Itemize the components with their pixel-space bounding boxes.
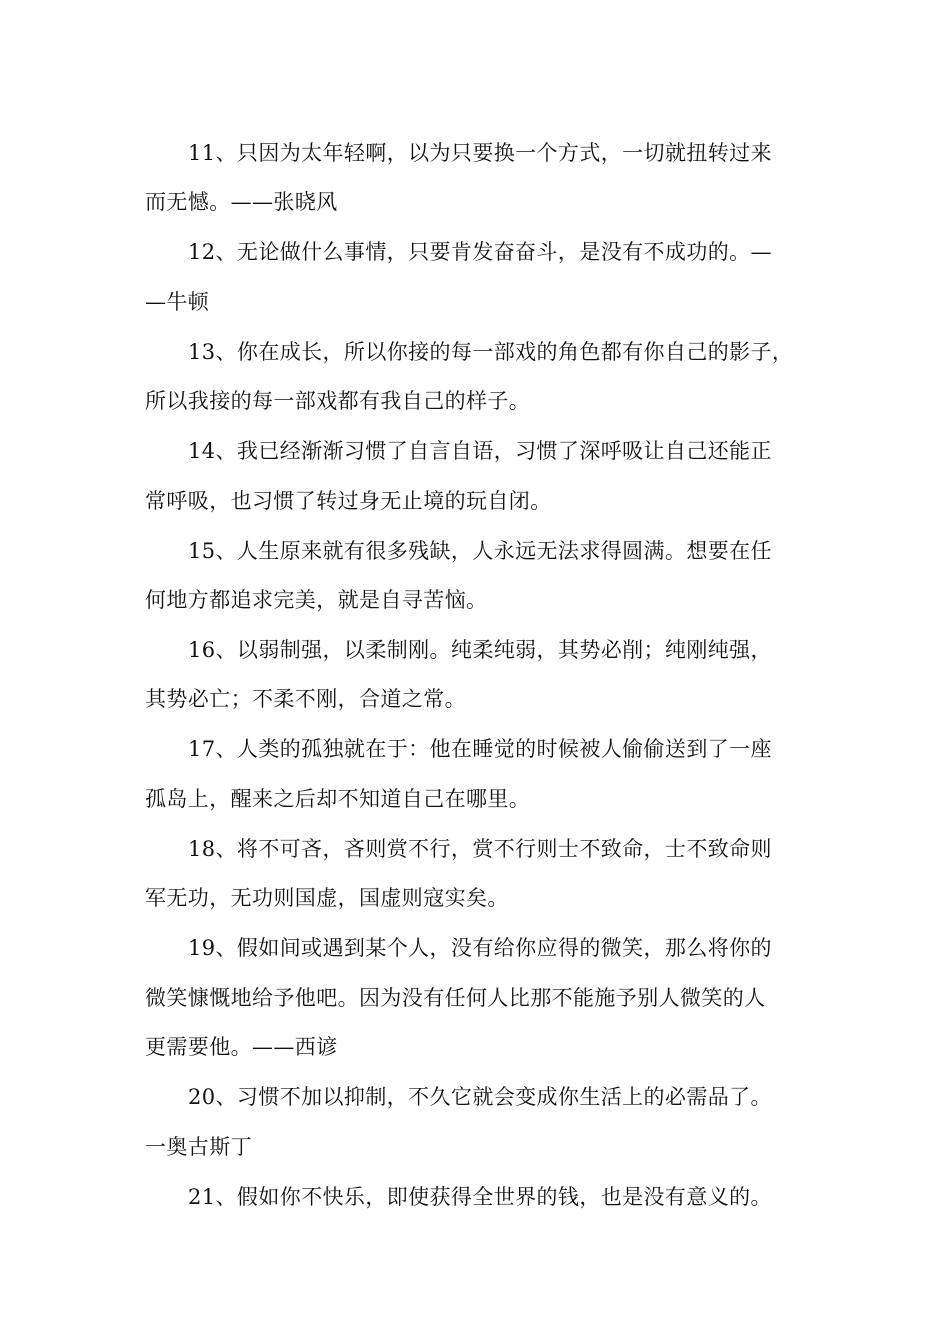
- paragraph-20-line-2: 一奥古斯丁: [145, 1135, 252, 1159]
- paragraph-13-line-2: 所以我接的每一部戏都有我自己的样子。: [145, 389, 531, 413]
- paragraph-15-line-2: 何地方都追求完美，就是自寻苦恼。: [145, 588, 488, 612]
- paragraph-19-line-2: 微笑慷慨地给予他吧。因为没有任何人比那不能施予别人微笑的人: [145, 986, 766, 1010]
- paragraph-20-line-1: 20、习惯不加以抑制，不久它就会变成你生活上的必需品了。: [188, 1085, 772, 1109]
- paragraph-14-line-1: 14、我已经渐渐习惯了自言自语，习惯了深呼吸让自己还能正: [188, 439, 772, 463]
- paragraph-19-line-1: 19、假如间或遇到某个人，没有给你应得的微笑，那么将你的: [188, 936, 772, 960]
- paragraph-18-line-2: 军无功，无功则国虚，国虚则寇实矣。: [145, 886, 509, 910]
- paragraph-15-line-1: 15、人生原来就有很多残缺，人永远无法求得圆满。想要在任: [188, 539, 772, 563]
- paragraph-11-line-2: 而无憾。——张晓风: [145, 190, 338, 214]
- paragraph-16-line-2: 其势必亡；不柔不刚，合道之常。: [145, 687, 466, 711]
- paragraph-14-line-2: 常呼吸，也习惯了转过身无止境的玩自闭。: [145, 489, 552, 513]
- paragraph-18-line-1: 18、将不可吝，吝则赏不行，赏不行则士不致命，士不致命则: [188, 837, 772, 861]
- paragraph-17-line-1: 17、人类的孤独就在于：他在睡觉的时候被人偷偷送到了一座: [188, 737, 772, 761]
- paragraph-12-line-1: 12、无论做什么事情，只要肯发奋奋斗，是没有不成功的。—: [188, 240, 772, 264]
- paragraph-16-line-1: 16、以弱制强，以柔制刚。纯柔纯弱，其势必削；纯刚纯强，: [188, 638, 772, 662]
- paragraph-13-line-1: 13、你在成长，所以你接的每一部戏的角色都有你自己的影子，: [188, 340, 794, 364]
- paragraph-12-line-2: —牛顿: [145, 290, 210, 314]
- paragraph-11-line-1: 11、只因为太年轻啊，以为只要换一个方式，一切就扭转过来: [188, 141, 772, 165]
- paragraph-21-line-1: 21、假如你不快乐，即使获得全世界的钱，也是没有意义的。: [188, 1185, 772, 1209]
- paragraph-19-line-3: 更需要他。——西谚: [145, 1035, 338, 1059]
- paragraph-17-line-2: 孤岛上，醒来之后却不知道自己在哪里。: [145, 787, 531, 811]
